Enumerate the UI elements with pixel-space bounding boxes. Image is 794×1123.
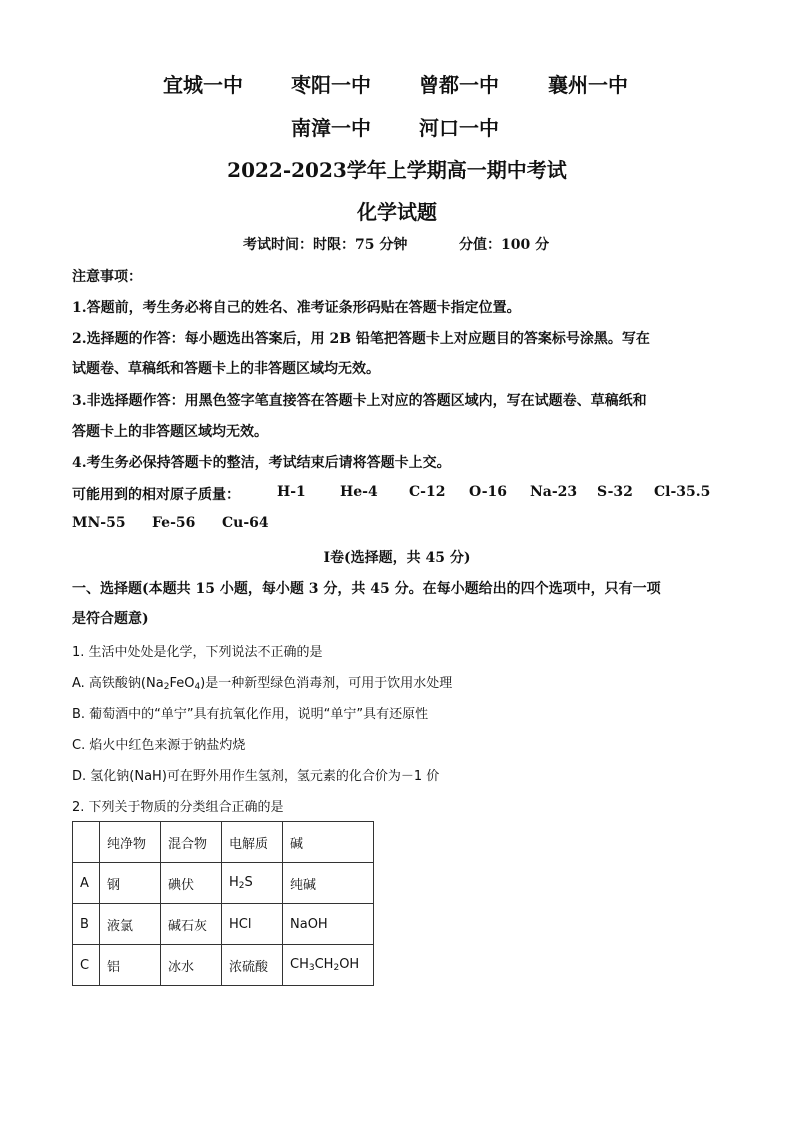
q1-option-c: C. 焰火中红色来源于钠盐灼烧	[72, 738, 246, 753]
table-row	[73, 863, 374, 904]
school-zengdu: 曾都一中	[419, 73, 499, 97]
subject-title: 化学试题	[357, 200, 437, 224]
school-xiangzhou: 襄州一中	[548, 73, 628, 97]
cell-base: 纯碱	[283, 863, 374, 904]
atomic-mass-h: H-1	[277, 484, 306, 500]
cell-base: NaOH	[283, 904, 374, 945]
exam-time: 考试时间：时限：75 分钟	[243, 237, 408, 253]
school-nanzhang: 南漳一中	[291, 116, 371, 140]
note-item-1: 1.答题前，考生务必将自己的姓名、准考证条形码贴在答题卡指定位置。	[72, 300, 521, 316]
atomic-mass-na: Na-23	[530, 484, 578, 500]
cell-pure: 液氯	[100, 904, 161, 945]
q1-option-b: B. 葡萄酒中的“单宁”具有抗氧化作用，说明“单宁”具有还原性	[72, 707, 429, 722]
cell-mixture: 碘伏	[161, 863, 222, 904]
table-header-row	[73, 822, 374, 863]
cell-pure: 钢	[100, 863, 161, 904]
table-row	[73, 945, 374, 986]
cell-mixture: 碱石灰	[161, 904, 222, 945]
atomic-mass-cl: Cl-35.5	[654, 484, 711, 500]
note-item-3-line1: 3.非选择题作答：用黑色签字笔直接答在答题卡上对应的答题区域内，写在试题卷、草稿纸和	[72, 393, 647, 409]
q2-stem: 2. 下列关于物质的分类组合正确的是	[72, 800, 284, 815]
atomic-mass-cu: Cu-64	[222, 515, 269, 531]
note-item-3-line2: 答题卡上的非答题区域均无效。	[72, 424, 268, 440]
atomic-mass-o: O-16	[469, 484, 508, 500]
row-label: C	[73, 945, 100, 986]
exam-score: 分值：100 分	[459, 237, 550, 253]
atomic-mass-mn: MN-55	[72, 515, 126, 531]
q1-option-d: D. 氢化钠(NaH)可在野外用作生氢剂，氢元素的化合价为－1 价	[72, 769, 440, 784]
part1-instruction-line2: 是符合题意)	[72, 611, 149, 627]
cell-mixture: 冰水	[161, 945, 222, 986]
note-item-2-line2: 试题卷、草稿纸和答题卡上的非答题区域均无效。	[72, 361, 380, 377]
school-hekou: 河口一中	[419, 116, 499, 140]
notes-heading: 注意事项：	[72, 269, 142, 285]
atomic-mass-s: S-32	[597, 484, 633, 500]
header-mixture: 混合物	[161, 822, 222, 863]
cell-base: $CH_3CH_2OH$	[283, 945, 374, 986]
row-label: B	[73, 904, 100, 945]
school-zaoyang: 枣阳一中	[291, 73, 371, 97]
table-corner-cell	[73, 822, 100, 863]
q1-option-a: A. 高铁酸钠$(Na_2FeO_4)$是一种新型绿色消毒剂，可用于饮用水处理	[72, 676, 453, 692]
cell-electrolyte: $H_2S$	[222, 863, 283, 904]
cell-electrolyte: 浓硫酸	[222, 945, 283, 986]
q1-stem: 1. 生活中处处是化学，下列说法不正确的是	[72, 645, 323, 660]
header-pure-substance: 纯净物	[100, 822, 161, 863]
atomic-mass-label: 可能用到的相对原子质量：	[72, 487, 240, 503]
exam-title: 2022-2023学年上学期高一期中考试	[227, 158, 567, 182]
row-label: A	[73, 863, 100, 904]
part1-title: Ⅰ卷(选择题，共 45 分)	[323, 550, 471, 566]
part1-instruction-line1: 一、选择题(本题共 15 小题，每小题 3 分，共 45 分。在每小题给出的四个选项中，只有一项	[72, 581, 661, 597]
classification-table	[72, 821, 374, 986]
note-item-4: 4.考生务必保持答题卡的整洁，考试结束后请将答题卡上交。	[72, 455, 451, 471]
cell-electrolyte: HCl	[222, 904, 283, 945]
atomic-mass-he: He-4	[340, 484, 378, 500]
note-item-2-line1: 2.选择题的作答：每小题选出答案后，用 2B 铅笔把答题卡上对应题目的答案标号涂黑。写在	[72, 331, 650, 347]
atomic-mass-c: C-12	[409, 484, 446, 500]
cell-pure: 铝	[100, 945, 161, 986]
header-base: 碱	[283, 822, 374, 863]
table-row	[73, 904, 374, 945]
header-electrolyte: 电解质	[222, 822, 283, 863]
school-yicheng: 宜城一中	[163, 73, 243, 97]
atomic-mass-fe: Fe-56	[152, 515, 196, 531]
